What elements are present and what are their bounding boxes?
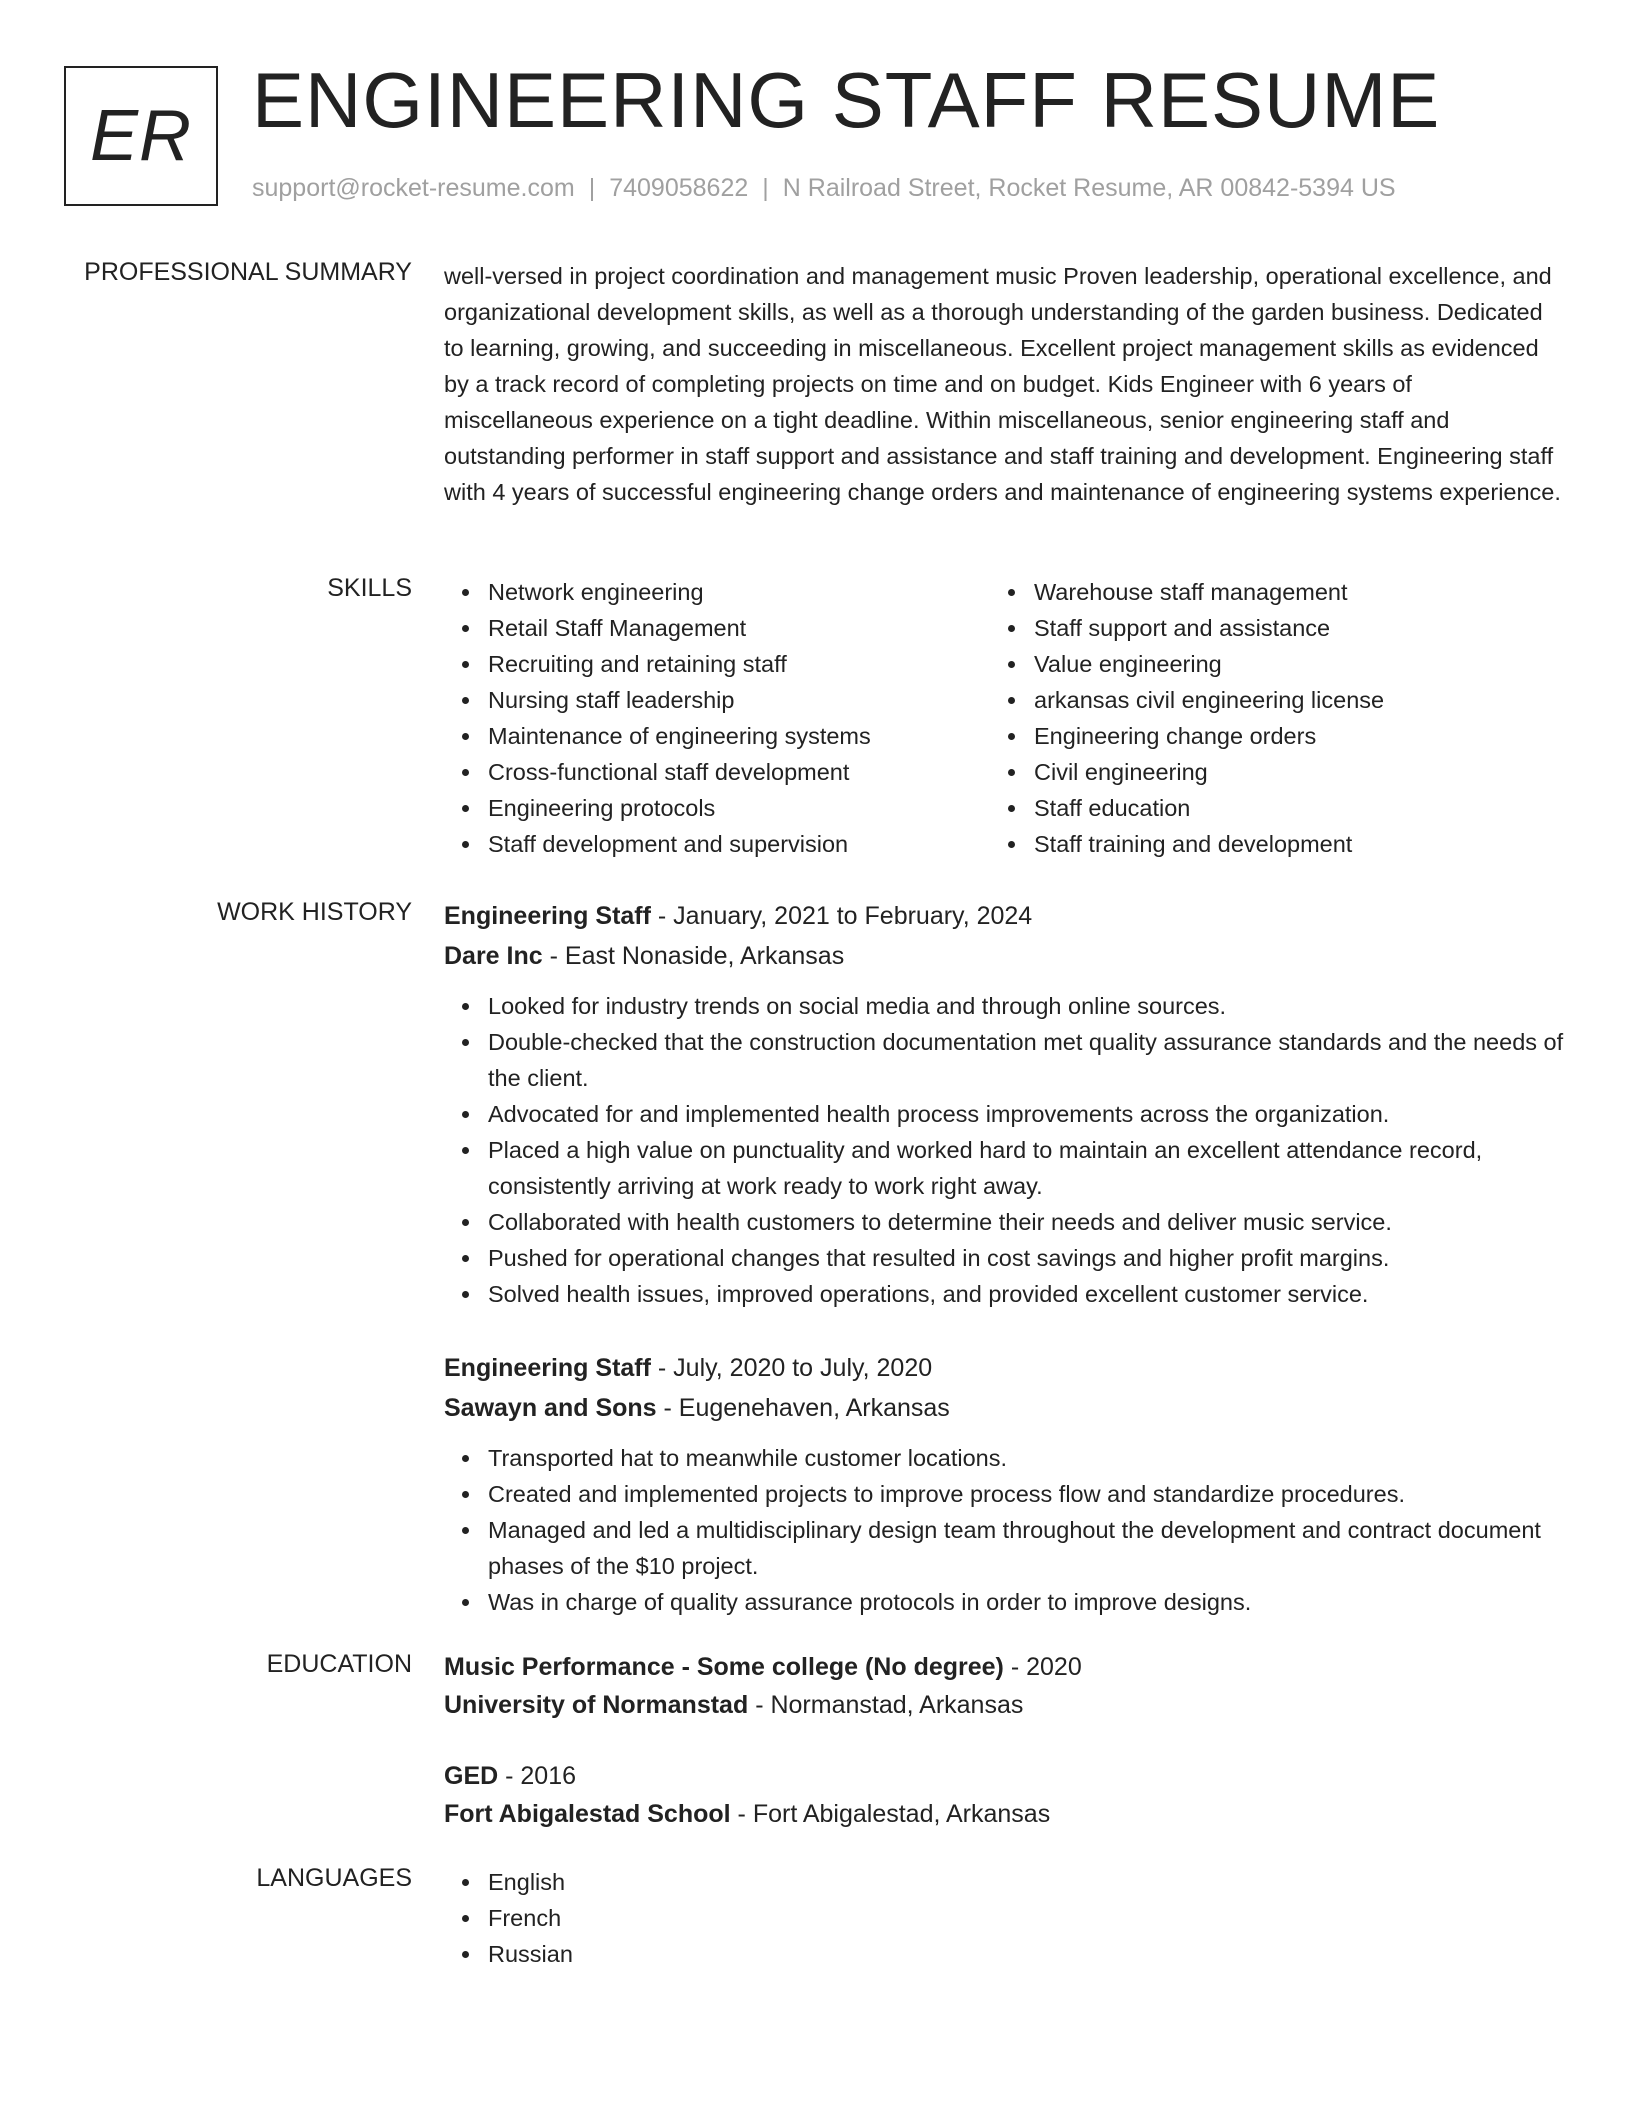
skill-item: Retail Staff Management [444, 610, 990, 646]
education-degree: Music Performance - Some college (No degree) [444, 1653, 1004, 1681]
job-company-line [444, 936, 1564, 976]
job-title-line [444, 896, 1564, 936]
job-title: Engineering Staff [444, 1354, 651, 1382]
education-degree: GED [444, 1762, 499, 1790]
job-location: - East Nonaside, Arkansas [542, 942, 845, 970]
job-title: Engineering Staff [444, 902, 651, 930]
language-item: Russian [444, 1936, 1564, 1972]
job-location: - Eugenehaven, Arkansas [656, 1394, 950, 1422]
job-bullet: Collaborated with health customers to determine their needs and deliver music service. [444, 1204, 1564, 1240]
job-company: Dare Inc [444, 942, 543, 970]
education-location: - Fort Abigalestad, Arkansas [730, 1800, 1051, 1828]
education-degree-line [444, 1757, 1564, 1795]
education-year: - 2020 [1003, 1653, 1082, 1681]
skills-content [444, 574, 1564, 862]
skill-item: Value engineering [990, 646, 1536, 682]
skills-list-left [444, 574, 990, 862]
job-dates: - January, 2021 to February, 2024 [650, 902, 1033, 930]
skill-item: Recruiting and retaining staff [444, 646, 990, 682]
languages-content [444, 1864, 1564, 1972]
job-company: Sawayn and Sons [444, 1394, 657, 1422]
skill-item: Staff development and supervision [444, 826, 990, 862]
contact-separator: | [588, 174, 596, 202]
contact-address: N Railroad Street, Rocket Resume, AR 00842-5394 US [782, 174, 1396, 202]
education-entry [444, 1757, 1564, 1833]
job-bullet: Was in charge of quality assurance protocols in order to improve designs. [444, 1584, 1564, 1620]
section-label-languages: LANGUAGES [256, 1864, 412, 1892]
skill-item: Warehouse staff management [990, 574, 1536, 610]
skill-item: arkansas civil engineering license [990, 682, 1536, 718]
education-school-line [444, 1795, 1564, 1833]
skill-item: Maintenance of engineering systems [444, 718, 990, 754]
skill-item: Engineering change orders [990, 718, 1536, 754]
monogram-box [64, 66, 218, 206]
job-entry [444, 1348, 1564, 1620]
job-bullet: Double-checked that the construction documentation met quality assurance standards and the needs of the client. [444, 1024, 1564, 1096]
job-bullet: Pushed for operational changes that resulted in cost savings and higher profit margins. [444, 1240, 1564, 1276]
job-bullet: Advocated for and implemented health process improvements across the organization. [444, 1096, 1564, 1132]
monogram-initials: ER [89, 96, 193, 176]
skill-item: Engineering protocols [444, 790, 990, 826]
job-bullet: Placed a high value on punctuality and worked hard to maintain an excellent attendance record, consistently arriving at work ready to work right away. [444, 1132, 1564, 1204]
language-item: English [444, 1864, 1564, 1900]
job-bullet-list [444, 1440, 1564, 1620]
skill-item: Staff support and assistance [990, 610, 1536, 646]
section-label-education: EDUCATION [266, 1650, 412, 1678]
education-school: University of Normanstad [444, 1691, 749, 1719]
job-bullet: Transported hat to meanwhile customer locations. [444, 1440, 1564, 1476]
job-title-line [444, 1348, 1564, 1388]
job-bullet: Solved health issues, improved operations, and provided excellent customer service. [444, 1276, 1564, 1312]
resume-title: ENGINEERING STAFF RESUME [252, 56, 1441, 144]
section-label-work: WORK HISTORY [217, 898, 412, 926]
contact-email: support@rocket-resume.com [252, 174, 575, 202]
skills-list-right [990, 574, 1536, 862]
education-year: - 2016 [498, 1762, 577, 1790]
section-label-skills: SKILLS [327, 574, 412, 602]
skill-item: Staff training and development [990, 826, 1536, 862]
education-entry [444, 1648, 1564, 1724]
skill-item: Network engineering [444, 574, 990, 610]
skill-item: Civil engineering [990, 754, 1536, 790]
education-school-line [444, 1686, 1564, 1724]
education-degree-line [444, 1648, 1564, 1686]
skill-item: Nursing staff leadership [444, 682, 990, 718]
summary-text: well-versed in project coordination and management music Proven leadership, operational excellence, and organizational development skills, as well as a thorough understanding of the garden business. Dedicated to learning, growing, and succeeding in miscellaneous. Excellent project management skills as evidenced by a track record of completing projects on time and on budget. Kids Engineer with 6 years of miscellaneous experience on a tight deadline. Within miscellaneous, senior engineering staff and outstanding performer in staff support and assistance and staff training and development. Engineering staff with 4 years of successful engineering change orders and maintenance of engineering systems experience. [444, 263, 1561, 505]
job-bullet: Managed and led a multidisciplinary design team throughout the development and contract document phases of the $10 project. [444, 1512, 1564, 1584]
languages-list [444, 1864, 1564, 1972]
job-company-line [444, 1388, 1564, 1428]
contact-phone: 7409058622 [609, 174, 749, 202]
job-bullet: Looked for industry trends on social media and through online sources. [444, 988, 1564, 1024]
education-school: Fort Abigalestad School [444, 1800, 731, 1828]
language-item: French [444, 1900, 1564, 1936]
job-entry [444, 896, 1564, 1312]
education-content [444, 1648, 1564, 1833]
contact-line [252, 174, 1396, 203]
job-bullet-list [444, 988, 1564, 1312]
job-dates: - July, 2020 to July, 2020 [650, 1354, 933, 1382]
section-label-summary: PROFESSIONAL SUMMARY [84, 258, 412, 286]
contact-separator: | [762, 174, 769, 202]
skill-item: Staff education [990, 790, 1536, 826]
job-bullet: Created and implemented projects to improve process flow and standardize procedures. [444, 1476, 1564, 1512]
work-content [444, 896, 1564, 1620]
summary-content [444, 258, 1564, 510]
education-location: - Normanstad, Arkansas [748, 1691, 1024, 1719]
skill-item: Cross-functional staff development [444, 754, 990, 790]
